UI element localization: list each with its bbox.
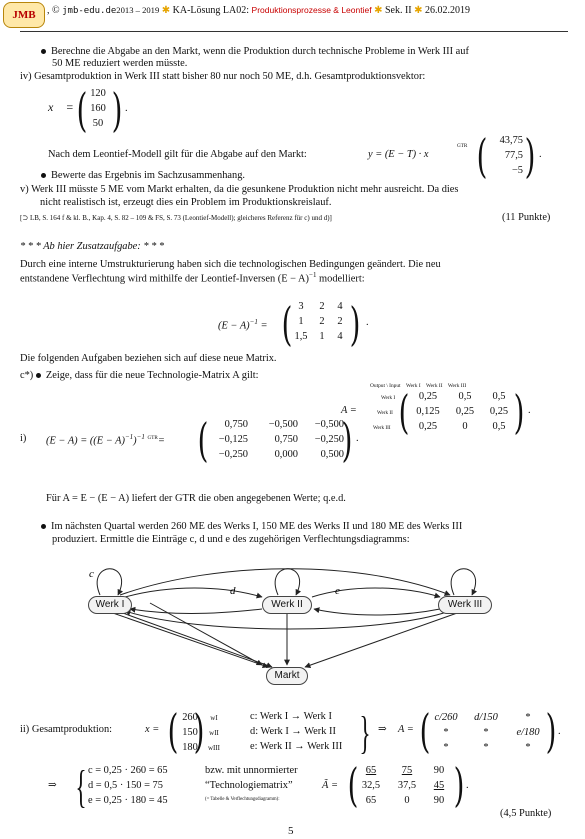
- vector-y: ( 43,75 77,5 −5 ) .: [476, 129, 542, 183]
- zusatz-p1: Durch eine interne Umstrukturierung haben sich die technologischen Bedingungen geändert. Die neu: [20, 259, 441, 270]
- bullet-task-1: Berechne die Abgabe an den Markt, wenn die Produktion durch technische Probleme in Werk III auf: [41, 46, 469, 58]
- header-bar: [47, 5, 470, 17]
- bullet-task-2: Bewerte das Ergebnis im Sachzusammenhang.: [41, 170, 245, 182]
- leontief-formula: y = (E − T) · x: [368, 149, 429, 160]
- edge-1-markt: [110, 612, 268, 667]
- node-werk-2: Werk II: [262, 596, 312, 614]
- tiny-note: (= Tabelle & Verflechtungsdiagramm):: [205, 797, 280, 802]
- label-d: d: [230, 585, 236, 597]
- fuer-text: Für A = E − (E − A) liefert der GTR die oben angegebenen Werte; q.e.d.: [46, 493, 346, 504]
- star-icon: ✱: [414, 5, 423, 16]
- bzw-text: bzw. mit unnormierter: [205, 765, 298, 776]
- io-row-2: Werk II: [377, 410, 393, 416]
- eq-e: e = 0,25 · 180 = 45: [88, 795, 168, 806]
- implies-2: ⇒: [48, 780, 57, 791]
- ii-vector: ( 260 150 180 wI wII wIII ): [167, 704, 221, 758]
- points-1: (11 Punkte): [502, 212, 551, 223]
- date: 26.02.2019: [425, 5, 471, 16]
- c-task: c*) Zeige, dass für die neue Technologie-Matrix A gilt:: [20, 370, 259, 381]
- star-icon: ✱: [161, 5, 171, 16]
- vector-x: ( 120 160 50 ) .: [76, 83, 128, 137]
- node-markt: Markt: [266, 667, 308, 685]
- arc-2-3: [312, 588, 440, 597]
- zusatz-heading: * * * Ab hier Zusatzaufgabe: * * *: [20, 241, 165, 252]
- ii-A-label: A =: [398, 724, 414, 735]
- arc-1-3-top: [120, 569, 450, 595]
- techmat-text: “Technologiematrix”: [205, 780, 293, 791]
- level: Sek. II: [384, 5, 412, 16]
- copyright: , ©: [47, 5, 63, 16]
- inverse-label: $(E - A)^{-1}$ =: [218, 318, 268, 332]
- loop-werk-1: [97, 569, 121, 595]
- logo: JMB: [3, 2, 45, 28]
- io-header: Output \ Input Werk I Werk II Werk III: [370, 383, 467, 389]
- gtr-label: GTR: [457, 143, 468, 149]
- io-row-3: Werk III: [373, 425, 391, 431]
- header-rule: [20, 31, 568, 32]
- node-werk-1: Werk I: [88, 596, 132, 614]
- ii-meaning-2: d: Werk I → Werk II: [250, 726, 336, 737]
- bullet-task-3-cont: produziert. Ermittle die Einträge c, d und e des zugehörigen Verflechtungsdiagramms:: [52, 534, 410, 545]
- ii-meaning-3: e: Werk II → Werk III: [250, 741, 343, 752]
- left-brace: {: [75, 761, 87, 812]
- eq-c: c = 0,25 · 260 = 65: [88, 765, 168, 776]
- edge-3-markt: [305, 612, 460, 667]
- inverse-check-matrix: ( 0,750 −0,500 −0,500 −0,125 0,750 −0,250 −0,250 0,000 0,500 ) .: [197, 413, 359, 467]
- i-formula: $(E - A) = ((E - A)^{-1})^{-1}$ $^{GTR}$=: [46, 433, 165, 447]
- loop-werk-2: [275, 569, 299, 595]
- loop-werk-3: [451, 569, 475, 595]
- years: 2013 – 2019: [116, 5, 160, 15]
- points-2: (4,5 Punkte): [500, 808, 552, 819]
- doc-title-prefix: KA-Lösung LA02:: [172, 5, 252, 16]
- bullet-task-3: Im nächsten Quartal werden 260 ME des Werks I, 150 ME des Werks II und 180 ME des Werks III: [41, 521, 462, 533]
- label-c: c: [89, 568, 94, 580]
- arc-2-1: [130, 609, 262, 614]
- arc-1-2: [125, 588, 262, 597]
- eq-d: d = 0,5 · 150 = 75: [88, 780, 163, 791]
- reference: [⊃ LB, S. 164 f & kl. B., Kap. 4, S. 82 – 109 & FS, S. 73 (Leontief-Modell); gleicheres Referenz für c) und d)]: [20, 214, 332, 222]
- ii-A-matrix: ( c/260 d/150 * * * e/180 * * * ) .: [419, 704, 561, 758]
- arc-3-2: [314, 609, 440, 615]
- label-e: e: [335, 585, 340, 597]
- inverse-matrix: ( 3 2 4 1 2 2 1,5 1 4 ) .: [281, 297, 369, 351]
- Atilde-label: Ã =: [322, 780, 338, 791]
- ii-meaning-1: c: Werk I → Werk I: [250, 711, 332, 722]
- implies-1: ⇒: [378, 724, 387, 735]
- A-label: A =: [341, 405, 357, 416]
- site-link[interactable]: jmb-edu.de: [62, 6, 117, 16]
- i-label: i): [20, 433, 27, 444]
- node-werk-3: Werk III: [438, 596, 492, 614]
- page-number: 5: [288, 825, 294, 837]
- doc-title-topic: Produktionsprozesse & Leontief: [251, 5, 372, 15]
- following-text: Die folgenden Aufgaben beziehen sich auf diese neue Matrix.: [20, 353, 277, 364]
- ii-label: ii) Gesamtproduktion:: [20, 724, 113, 735]
- bullet-task-1-cont: 50 ME reduziert werden müsste.: [52, 58, 188, 69]
- leontief-text: Nach dem Leontief-Modell gilt für die Abgabe auf den Markt:: [48, 149, 307, 160]
- v-text-cont: nicht realistisch ist, erzeugt dies ein Problem im Produktionskreislauf.: [40, 197, 332, 208]
- Atilde-matrix: ( 65 75 90 32,5 37,5 45 65 0 90 ) .: [347, 758, 469, 812]
- iv-text: iv) Gesamtproduktion in Werk III statt bisher 80 nur noch 50 ME, d.h. Gesamtproduktionsvektor:: [20, 71, 426, 82]
- ii-x: x =: [145, 724, 160, 735]
- brace: }: [359, 707, 371, 758]
- A-matrix: ( 0,25 0,5 0,5 0,125 0,25 0,25 0,25 0 0,5 ) .: [398, 385, 531, 439]
- io-row-1: Werk I: [381, 395, 396, 401]
- vector-x-label: x⃗ =: [48, 100, 74, 114]
- star-icon: ✱: [374, 5, 383, 16]
- zusatz-p2: entstandene Verflechtung wird mithilfe der Leontief-Inversen $(E - A)^{-1}$ modelliert:: [20, 271, 365, 285]
- v-text: v) Werk III müsste 5 ME vom Markt erhalten, da die gesunkene Produktion nicht mehr ausreicht. Da dies: [20, 184, 459, 195]
